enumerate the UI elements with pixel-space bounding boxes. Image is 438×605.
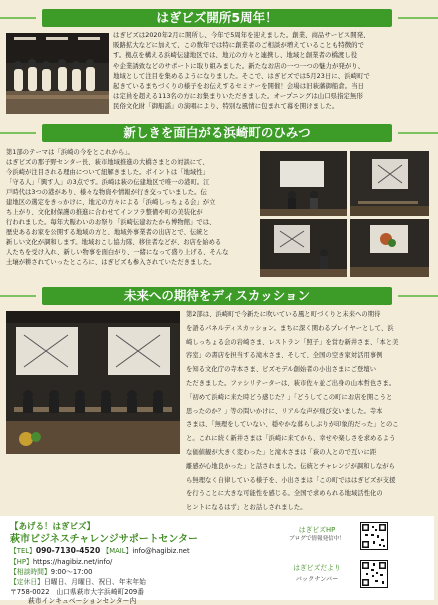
photo-stage-talk-3 xyxy=(260,219,347,277)
hp-qr-code[interactable] xyxy=(360,522,388,550)
paragraph-line: ただきました。ファシリテーターは、萩市佐々並ご出身の山本哲也さま。 xyxy=(186,379,396,387)
paragraph-line: ち上がり、文化財保護の推進に合わせてインフラ整備や町の美装化が xyxy=(6,209,203,216)
qr-pattern xyxy=(361,561,387,587)
photo-stage-talk-2 xyxy=(350,151,429,216)
hours-line xyxy=(10,566,92,576)
section2-body xyxy=(6,148,256,268)
photo-panel-discussion xyxy=(6,311,180,454)
hours-tag: 【相談時間】 xyxy=(10,568,51,576)
photo-opening-ceremony xyxy=(6,33,109,114)
paragraph-line: を知る文化庁の寺本さま、ビズモデル創始者の小出さまにご登壇い xyxy=(186,366,377,374)
paragraph-line: や企業誘致などのサポートに取り組みました。新たなお店の一つ一つの魅力が発がり、 xyxy=(113,61,365,70)
paragraph-line: はぎビズの那子野センター長、萩市地域推進の大橋さまとの対談にて、 xyxy=(6,159,209,166)
photo-stage-talk-4 xyxy=(350,219,429,277)
paragraph-line: す。拠点を構える浜崎伝建地区では、地元の方々と連携し、地域と創業者の橋渡し役 xyxy=(113,51,358,60)
paragraph-line: 第1部のテーマは「浜崎の今をとこれから」。 xyxy=(6,149,134,156)
paragraph-line: 建地区の選定をきっかけに、地元の方々による「浜崎しっちょる会」が立 xyxy=(6,199,216,206)
hp-qr-label: はぎビズHP xyxy=(298,526,336,534)
paragraph-line: 販路拡大などに加えて、この数年では特に創業者のご相談が増えていることも特徴的で xyxy=(113,41,365,50)
section3-title: 未来への期待をディスカッション xyxy=(42,287,392,305)
address-line-1: 〒758-0022 山口県萩市大字浜崎町209番 xyxy=(10,588,145,596)
paragraph-line: 「守る人」「興す人」の3点です。浜崎は萩の伝建地区で唯一の港町。江 xyxy=(6,179,210,186)
footer-catch: 【あげる！はぎビズ】 xyxy=(10,522,96,532)
paragraph-line: を語るパネルディスカッション。まちに深く関わるプレイヤーとして、浜 xyxy=(186,324,394,332)
qr-panel xyxy=(252,520,428,596)
footer-org-name: 萩市ビジネスチャレンジサポートセンター xyxy=(10,534,198,545)
paragraph-line: 思ったのか？」等の問いかけに、リアルな声が飛び交いました。寺本 xyxy=(186,407,383,415)
paragraph-line: 民俗文化財「御船謡」の演唱により、特別な風情に包まれて幕を開けました。 xyxy=(113,102,339,111)
paragraph-line: 新しい文化が調和します。地域おこし協力隊、移住者などが、お店を始める xyxy=(6,239,222,246)
hp-line xyxy=(10,556,112,566)
mail-tag: 【MAIL】 xyxy=(102,547,133,555)
paragraph-line: 行われました。毎年大賑わいのお祭り「浜崎伝建おたから博物館」では、 xyxy=(6,219,216,226)
paragraph-line: 歴史あるお家を公開する地域の方と、地域外事業者の出店とで、伝統と xyxy=(6,229,209,236)
paragraph-line: な価値観が大きく変わった」と滝木さまは「萩の人とので互いに距 xyxy=(186,448,377,456)
paragraph-line: ヒントになるはず」とお話しされました。 xyxy=(186,504,307,512)
paragraph-line: 離感が心地良かった」と話されました。伝統とチャレンジが調和しながら xyxy=(186,462,395,470)
tel-line xyxy=(10,545,190,555)
paragraph-line: さまは、「無理をしていない、穏やかな暮らしぶりが印象的だった」とのこ xyxy=(186,421,399,429)
holiday-value: 日曜日、月曜日、祝日、年末年始 xyxy=(43,578,146,586)
paragraph-line: はぎビズは2020年2月に開所し、今年で5周年を迎えました。創業、商品サービス開発、 xyxy=(113,31,370,39)
mail-address[interactable]: info@hagibiz.net xyxy=(132,547,190,555)
panel-illustration xyxy=(6,311,180,454)
hp-url[interactable]: https://hagibiz.net/info/ xyxy=(32,558,113,566)
qr-pattern xyxy=(361,523,387,549)
tel-number[interactable]: 090-7130-4520 xyxy=(35,546,101,555)
stage-illustration xyxy=(260,151,347,216)
paragraph-line: は定員を超える113名の方にお集まりいただきました。オープニングは山口県指定無形 xyxy=(113,92,363,101)
stage-illustration xyxy=(350,219,429,277)
hp-qr-sub: ブログで情報発信中！ xyxy=(289,536,345,542)
paragraph-line: 起きているまちづくりの様子をお伝えするセミナーを開催！会場は旧萩藩御船倉。当日 xyxy=(113,82,365,91)
paragraph-line: 容室」の書店を担当する滝木さま、そして、全国の空き家対活用事例 xyxy=(186,352,383,360)
stage-illustration xyxy=(260,219,347,277)
paragraph-line: ら無理なく自律している様子を、小出さまは「この町でははぎビズが支援 xyxy=(186,476,396,484)
newsletter-qr-sub: バックナンバー xyxy=(295,576,339,583)
newsletter-qr-label: はぎビズだより xyxy=(293,564,341,572)
holiday-tag: 【定休日】 xyxy=(10,578,44,586)
paragraph-line: 崎しっちょる会の岩崎さま、レストラン「照子」を営む新井さま、「本と美 xyxy=(186,338,399,346)
section1-body xyxy=(113,30,431,112)
newsletter-qr-code[interactable] xyxy=(360,560,388,588)
holiday-line xyxy=(10,576,146,586)
paragraph-line: 戸時代は3つの港があり、様々な物資や情報が行き交っていました。伝 xyxy=(6,189,207,196)
tel-tag: 【TEL】 xyxy=(10,547,36,555)
ceremony-illustration xyxy=(6,33,109,114)
hours-value: 9:00～17:00 xyxy=(50,568,93,576)
paragraph-line: を行うことに大きな可能性を感じる。全国で求められる地域活性化の xyxy=(186,490,383,498)
paragraph-line: 第2部は、浜崎町で今新たに吹いている風と町づくりと未来への期待 xyxy=(186,311,381,318)
paragraph-line: 土壌が耕されていったところに、はぎビズも参入されていただきました。 xyxy=(6,259,216,266)
paragraph-line: と。これに続く新井さまは「浜崎に来てから、幸せや楽しさを求めるよう xyxy=(186,435,396,443)
paragraph-line: 「初めて浜崎に来た時どう感じた？」「どうしてこの町にお店を開こうと xyxy=(186,393,393,401)
paragraph-line: 今浜崎が注目される理由について紐解きました。ポイントは「地域性」 xyxy=(6,169,209,176)
address-line-2: 萩市インキュベーションセンター内 xyxy=(28,597,137,605)
hp-tag: 【HP】 xyxy=(10,558,33,566)
photo-stage-talk-1 xyxy=(260,151,347,216)
section3-body xyxy=(186,308,432,515)
section1-title: はぎビズ開所5周年！ xyxy=(42,9,392,27)
section2-title: 新しきを面白がる浜崎町のひみつ xyxy=(42,124,392,142)
stage-illustration xyxy=(350,151,429,216)
paragraph-line: 地域として注目を集めるようになりました。そこで、はぎビズでは5月23日に、浜崎町で xyxy=(113,71,370,80)
paragraph-line: 人たちを受け入れ、新しい物事を面白がり、一緒になって盛り上げる、そんな xyxy=(6,249,229,256)
contact-info xyxy=(8,520,240,605)
